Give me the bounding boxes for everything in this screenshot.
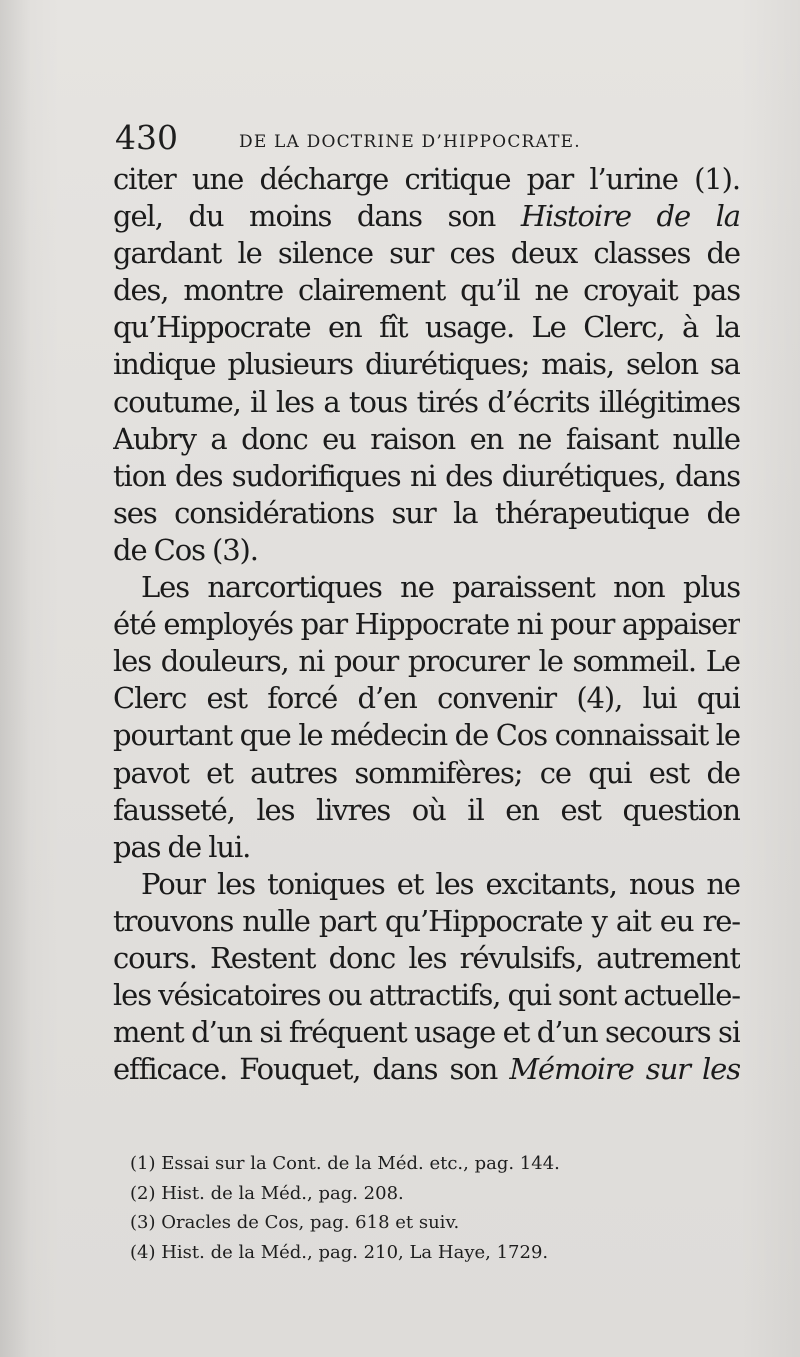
- italic-title: Mémoire sur les: [509, 1052, 740, 1087]
- paragraph-start-line: Les narcortiques ne paraissent non plus: [141, 570, 740, 605]
- text-line: pavot et autres sommifères; ce qui est de: [113, 755, 740, 790]
- footnote: (4) Hist. de la Méd., pag. 210, La Haye, 1729.: [130, 1241, 549, 1263]
- footnote: (3) Oracles de Cos, pag. 618 et suiv.: [130, 1212, 460, 1233]
- text-line: des, montre clairement qu’il ne croyait pas: [113, 273, 740, 308]
- text-line: citer une décharge critique par l’urine (1).: [113, 162, 740, 196]
- text-line: fausseté, les livres où il en est question: [113, 792, 740, 827]
- page-number: 430: [115, 118, 178, 157]
- text-line: les vésicatoires ou attractifs, qui sont actuelle-: [113, 978, 740, 1013]
- italic-title: Histoire de la: [520, 199, 740, 234]
- text-line: gardant le silence sur ces deux classes de: [113, 236, 740, 271]
- text-line: [113, 198, 740, 235]
- text-line: [113, 1051, 740, 1088]
- text-line: tion des sudorifiques ni des diurétiques, dans: [113, 458, 740, 493]
- text-line: de Cos (3).: [113, 532, 258, 567]
- text-line: qu’Hippocrate en fît usage. Le Clerc, à la: [113, 310, 740, 345]
- text-line: Aubry a donc eu raison en ne faisant nulle: [113, 421, 740, 456]
- paragraph-start-line: Pour les toniques et les excitants, nous ne: [141, 866, 740, 901]
- body-text: [113, 161, 740, 1088]
- text-line: cours. Restent donc les révulsifs, autrement: [113, 940, 740, 975]
- text-line: ment d’un si fréquent usage et d’un secours si: [113, 1015, 740, 1050]
- footnote: (1) Essai sur la Cont. de la Méd. etc., pag. 144.: [130, 1153, 560, 1174]
- text-segment: gel, du moins dans son: [113, 199, 521, 234]
- footnote: (2) Hist. de la Méd., pag. 208.: [130, 1182, 404, 1204]
- footnotes: [130, 1149, 750, 1267]
- text-line: trouvons nulle part qu’Hippocrate y ait eu re-: [113, 903, 740, 938]
- text-line: pas de lui.: [113, 829, 251, 864]
- text-line: les douleurs, ni pour procurer le sommeil. Le: [113, 644, 740, 679]
- text-line: Clerc est forcé d’en convenir (4), lui qui: [113, 681, 740, 716]
- text-line: coutume, il les a tous tirés d’écrits illégitimes: [113, 384, 740, 419]
- text-line: ses considérations sur la thérapeutique de: [113, 495, 740, 530]
- running-title: DE LA DOCTRINE D’HIPPOCRATE.: [239, 132, 581, 152]
- text-line: indique plusieurs diurétiques; mais, selon sa: [113, 347, 740, 382]
- text-line: pourtant que le médecin de Cos connaissait le: [113, 718, 740, 753]
- text-line: été employés par Hippocrate ni pour appaiser: [113, 607, 740, 642]
- text-segment: efficace. Fouquet, dans son: [113, 1052, 510, 1087]
